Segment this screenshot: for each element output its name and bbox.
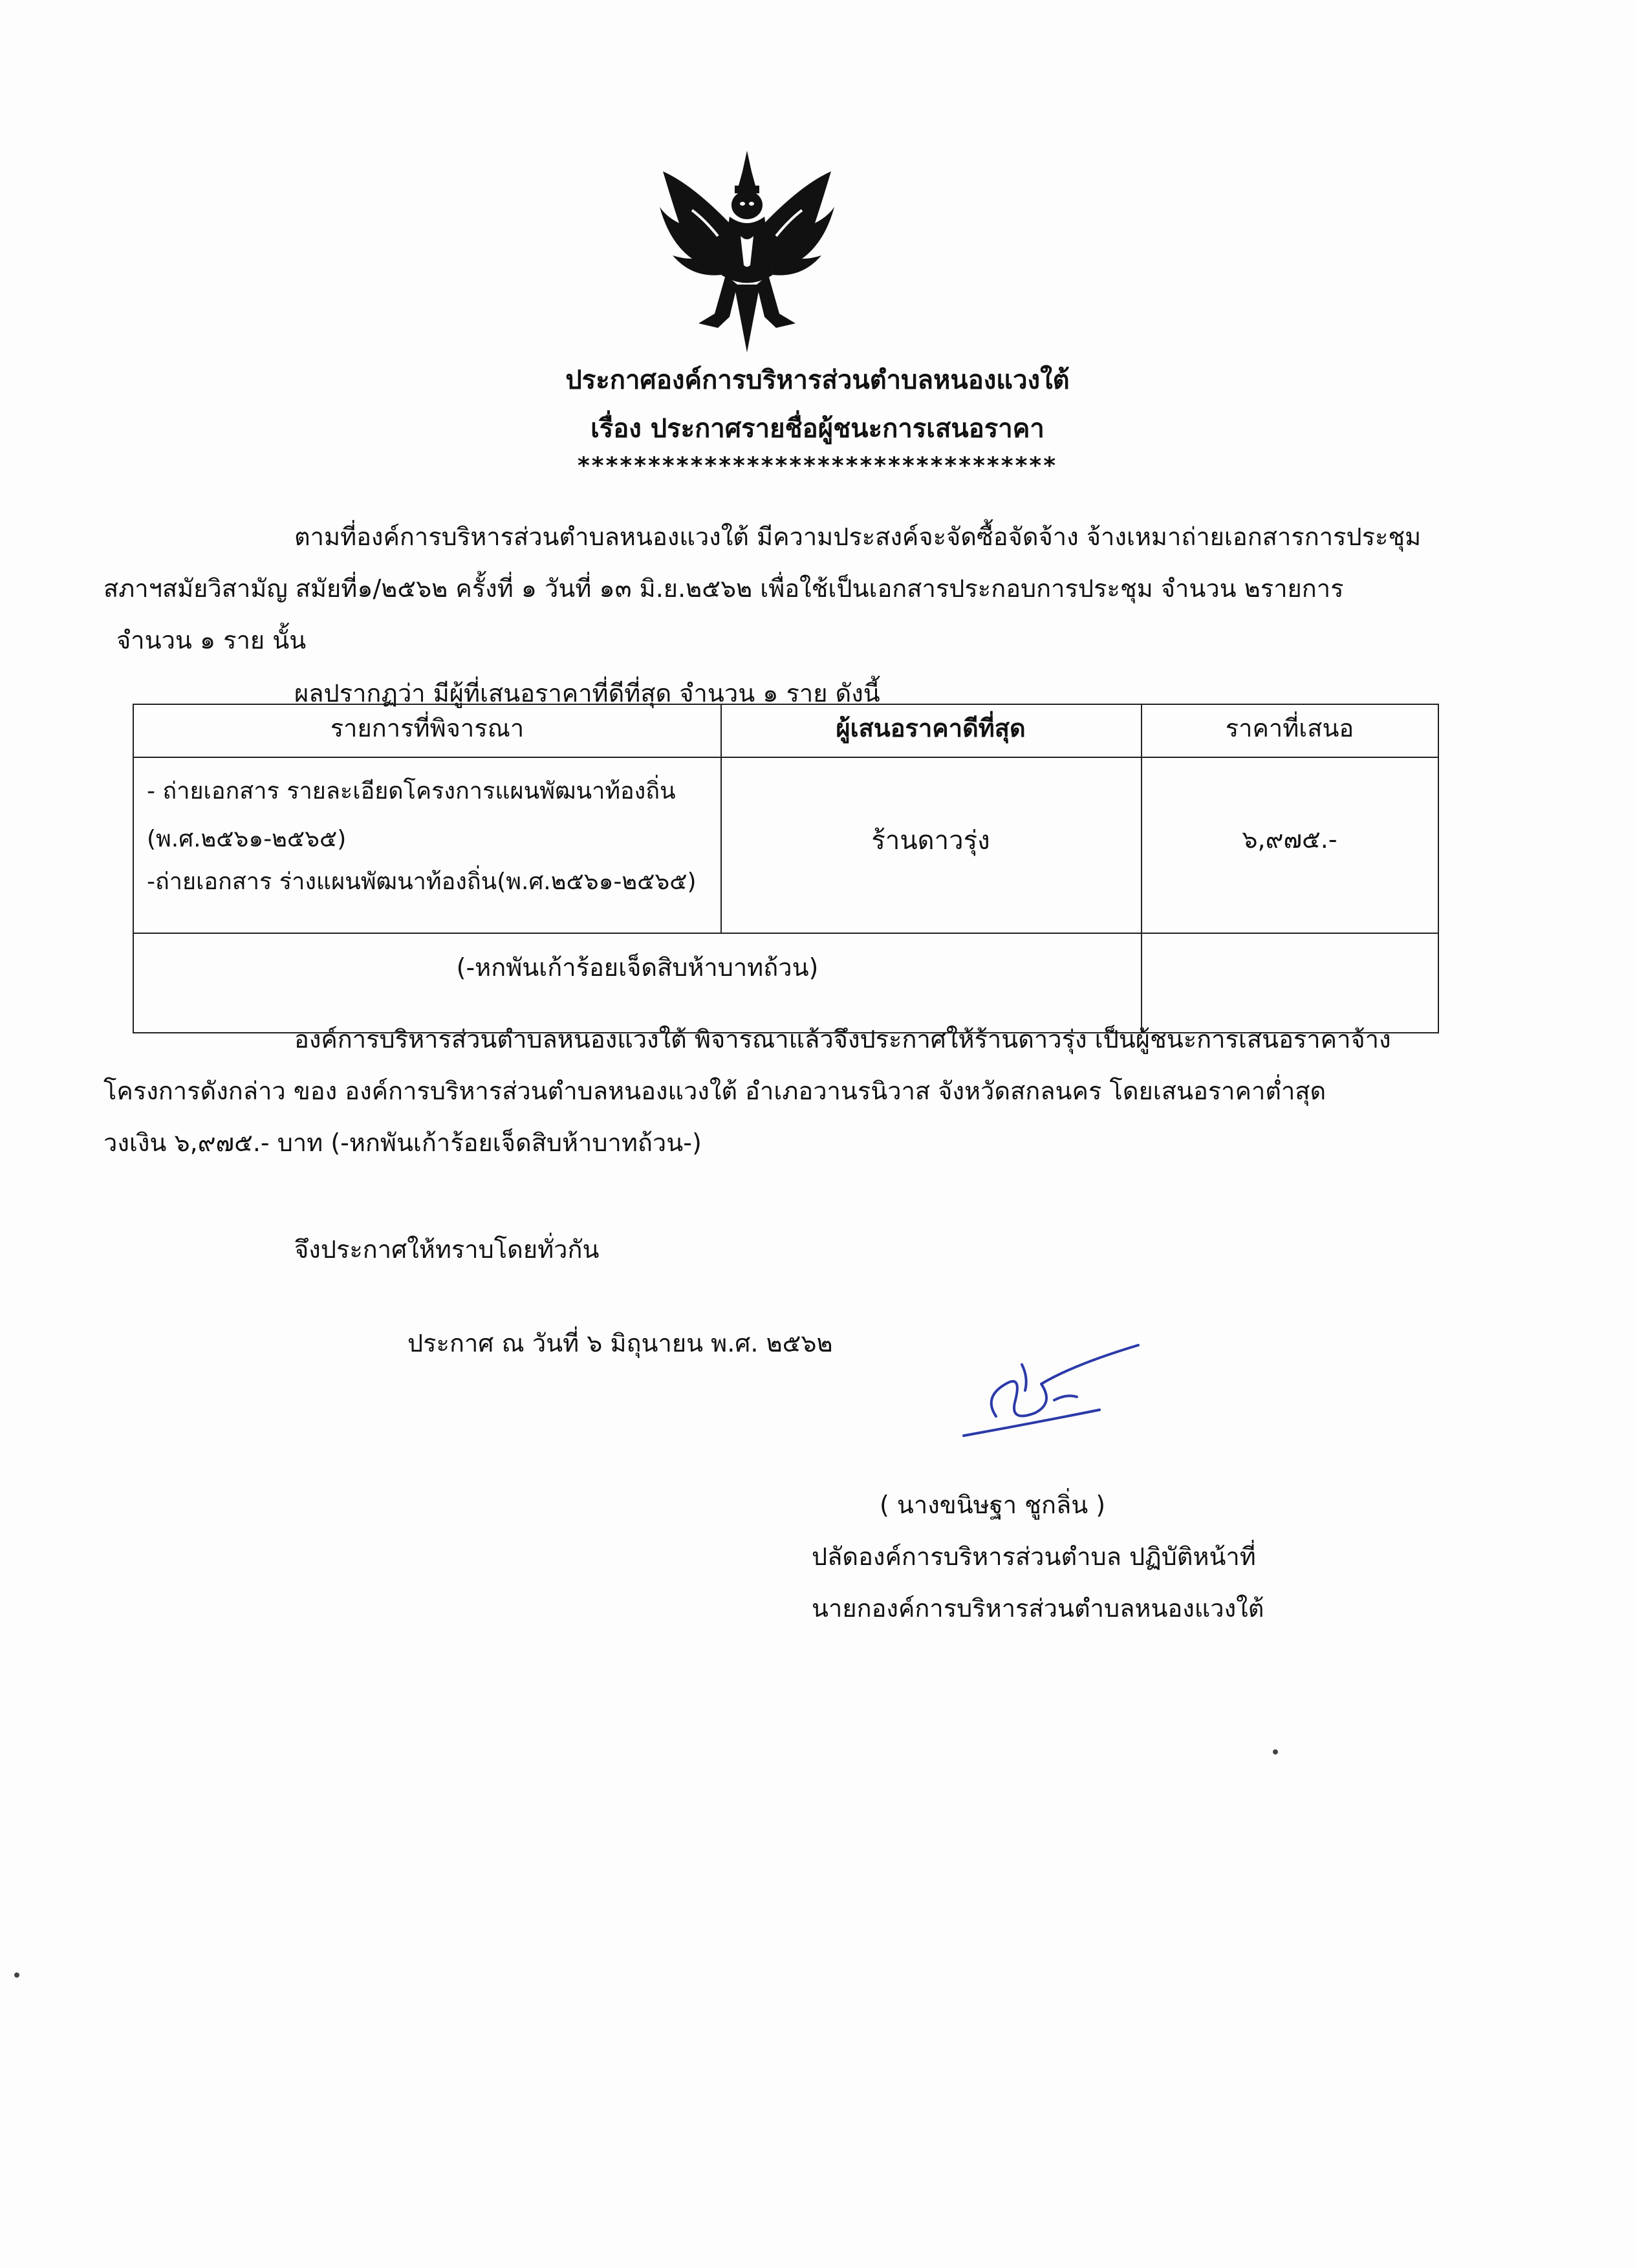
result-line: ผลปรากฏว่า มีผู้ที่เสนอราคาที่ดีที่สุด จำนวน ๑ ราย ดังนี้ — [294, 679, 880, 707]
header-price: ราคาที่เสนอ — [1225, 714, 1354, 742]
scan-speck — [14, 1972, 19, 1978]
bid-result-table — [133, 704, 1439, 1033]
header-item: รายการที่พิจารณา — [330, 714, 525, 742]
item-line: (พ.ศ.๒๕๖๑-๒๕๖๕) — [147, 826, 347, 852]
signatory-position-2: นายกองค์การบริหารส่วนตำบลหนองแวงใต้ — [812, 1594, 1264, 1623]
decision-line-1: องค์การบริหารส่วนตำบลหนองแวงใต้ พิจารณาแล้วจึงประกาศให้ร้านดาวรุ่ง เป็นผู้ชนะการเสนอราคาจ้าง — [294, 1025, 1391, 1053]
total-in-words: (-หกพันเก้าร้อยเจ็ดสิบห้าบาทถ้วน) — [456, 953, 819, 982]
announcement-date: ประกาศ ณ วันที่ ๖ มิถุนายน พ.ศ. ๒๕๖๒ — [407, 1329, 833, 1357]
subject-title: เรื่อง ประกาศรายชื่อผู้ชนะการเสนอราคา — [590, 414, 1045, 444]
table-divider — [134, 757, 1438, 758]
intro-line-3: จำนวน ๑ ราย นั้น — [116, 626, 307, 654]
item-line: -ถ่ายเอกสาร ร่างแผนพัฒนาท้องถิ่น(พ.ศ.๒๕๖๑-๒๕๖๕) — [147, 869, 697, 895]
decision-line-3: วงเงิน ๖,๙๗๕.- บาท (-หกพันเก้าร้อยเจ็ดสิบห้าบาทถ้วน-) — [103, 1129, 702, 1157]
intro-line-1: ตามที่องค์การบริหารส่วนตำบลหนองแวงใต้ มีความประสงค์จะจัดซื้อจัดจ้าง จ้างเหมาถ่ายเอกสารการประชุม — [294, 523, 1422, 551]
notice-line: จึงประกาศให้ทราบโดยทั่วกัน — [294, 1235, 600, 1264]
table-divider — [134, 933, 1438, 934]
table-divider — [1141, 705, 1142, 1032]
signatory-name: ( นางขนิษฐา ชูกลิ่น ) — [880, 1491, 1106, 1519]
org-title: ประกาศองค์การบริหารส่วนตำบลหนองแวงใต้ — [565, 365, 1070, 395]
vendor-name: ร้านดาวรุ่ง — [871, 826, 990, 856]
scan-speck — [1273, 1749, 1278, 1755]
header-vendor: ผู้เสนอราคาดีที่สุด — [836, 714, 1026, 742]
signature-icon — [944, 1339, 1151, 1455]
garuda-emblem-icon — [653, 146, 841, 359]
signatory-position-1: ปลัดองค์การบริหารส่วนตำบล ปฏิบัติหน้าที่ — [812, 1542, 1256, 1571]
star-divider: ********************************** — [577, 453, 1058, 479]
intro-line-2: สภาฯสมัยวิสามัญ สมัยที่๑/๒๕๖๒ ครั้งที่ ๑ วันที่ ๑๓ มิ.ย.๒๕๖๒ เพื่อใช้เป็นเอกสารประกอบการประชุม จำนวน ๒รายการ — [103, 574, 1344, 603]
offered-price: ๖,๙๗๕.- — [1242, 825, 1337, 854]
decision-line-2: โครงการดังกล่าว ของ องค์การบริหารส่วนตำบลหนองแวงใต้ อำเภอวานรนิวาส จังหวัดสกลนคร โดยเสนอราคาต่ำสุด — [103, 1077, 1326, 1105]
item-line: - ถ่ายเอกสาร รายละเอียดโครงการแผนพัฒนาท้องถิ่น — [147, 778, 676, 805]
